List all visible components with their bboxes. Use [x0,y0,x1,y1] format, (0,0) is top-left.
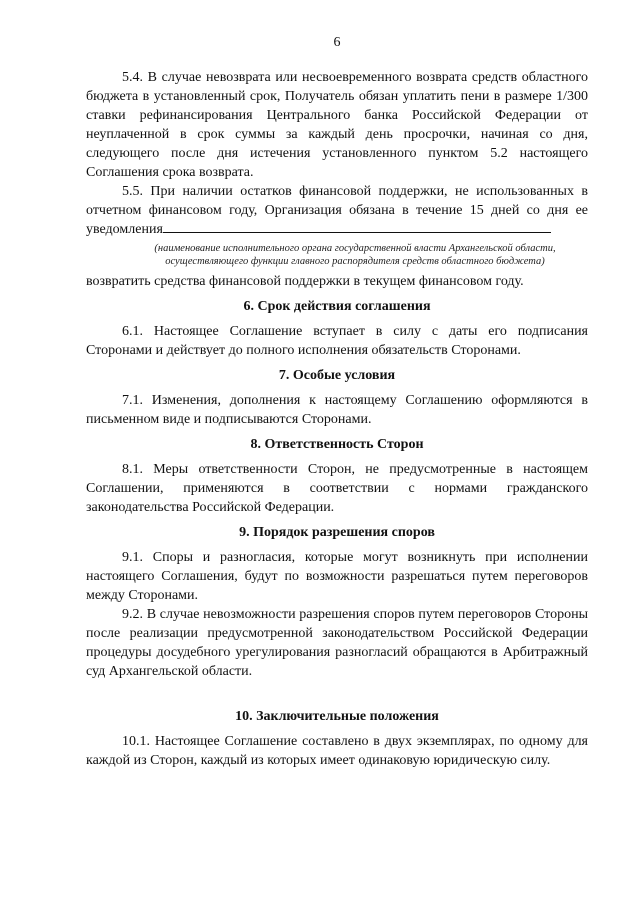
paragraph-9-1: 9.1. Споры и разногласия, которые могут возникнуть при исполнении настоящего Соглашения, будут по возможности разрешаться путем переговоров между Сторонами. [86,550,588,603]
paragraph-5-5-text: 5.5. При наличии остатков финансовой поддержки, не использованных в отчетном финансовом году, Организация обязана в течение 15 дней со дня ее уведомления [86,184,588,237]
paragraph-5-5-end: возвратить средства финансовой поддержки в текущем финансовом году. [86,274,524,289]
section-7-title: 7. Особые условия [278,368,396,383]
paragraph-9-2: 9.2. В случае невозможности разрешения споров путем переговоров Стороны после реализации предусмотренной законодательством Российской Федерации процедуры досудебного урегулирования разногласий обращаются в Арбитражный суд Архангельской области. [86,607,588,679]
document-page [86,0,588,905]
section-10-title: 10. Заключительные положения [235,709,439,724]
page-number: 6 [333,35,341,50]
paragraph-5-4: 5.4. В случае невозврата или несвоевременного возврата средств областного бюджета в установленный срок, Получатель обязан уплатить пени в размере 1/300 ставки рефинансирования Центрального банка Российской Федерации от неуплаченной в срок суммы за каждый день просрочки, начиная со дня, следующего после дня истечения установленного пунктом 5.2 настоящего Соглашения срока возврата. [86,70,588,180]
document-body [86,68,588,770]
paragraph-6-1: 6.1. Настоящее Соглашение вступает в силу с даты его подписания Сторонами и действует до полного исполнения обязательств Сторонами. [86,324,588,358]
paragraph-5-5 [86,182,588,239]
fill-hint-caption: (наименование исполнительного органа государственной власти Архангельской области, осуществляющего функции главного распорядителя средств областного бюджета) [154,243,556,267]
paragraph-7-1: 7.1. Изменения, дополнения к настоящему Соглашению оформляются в письменном виде и подписываются Сторонами. [86,393,588,427]
section-8-title: 8. Ответственность Сторон [250,437,424,452]
section-6-title: 6. Срок действия соглашения [243,299,431,314]
paragraph-8-1: 8.1. Меры ответственности Сторон, не предусмотренные в настоящем Соглашении, применяются в соответствии с нормами гражданского законодательства Российской Федерации. [86,462,588,515]
section-9-title: 9. Порядок разрешения споров [239,525,435,540]
blank-fill-line [163,220,551,233]
paragraph-10-1: 10.1. Настоящее Соглашение составлено в двух экземплярах, по одному для каждой из Сторон, каждый из которых имеет одинаковую юридическую силу. [86,734,588,768]
